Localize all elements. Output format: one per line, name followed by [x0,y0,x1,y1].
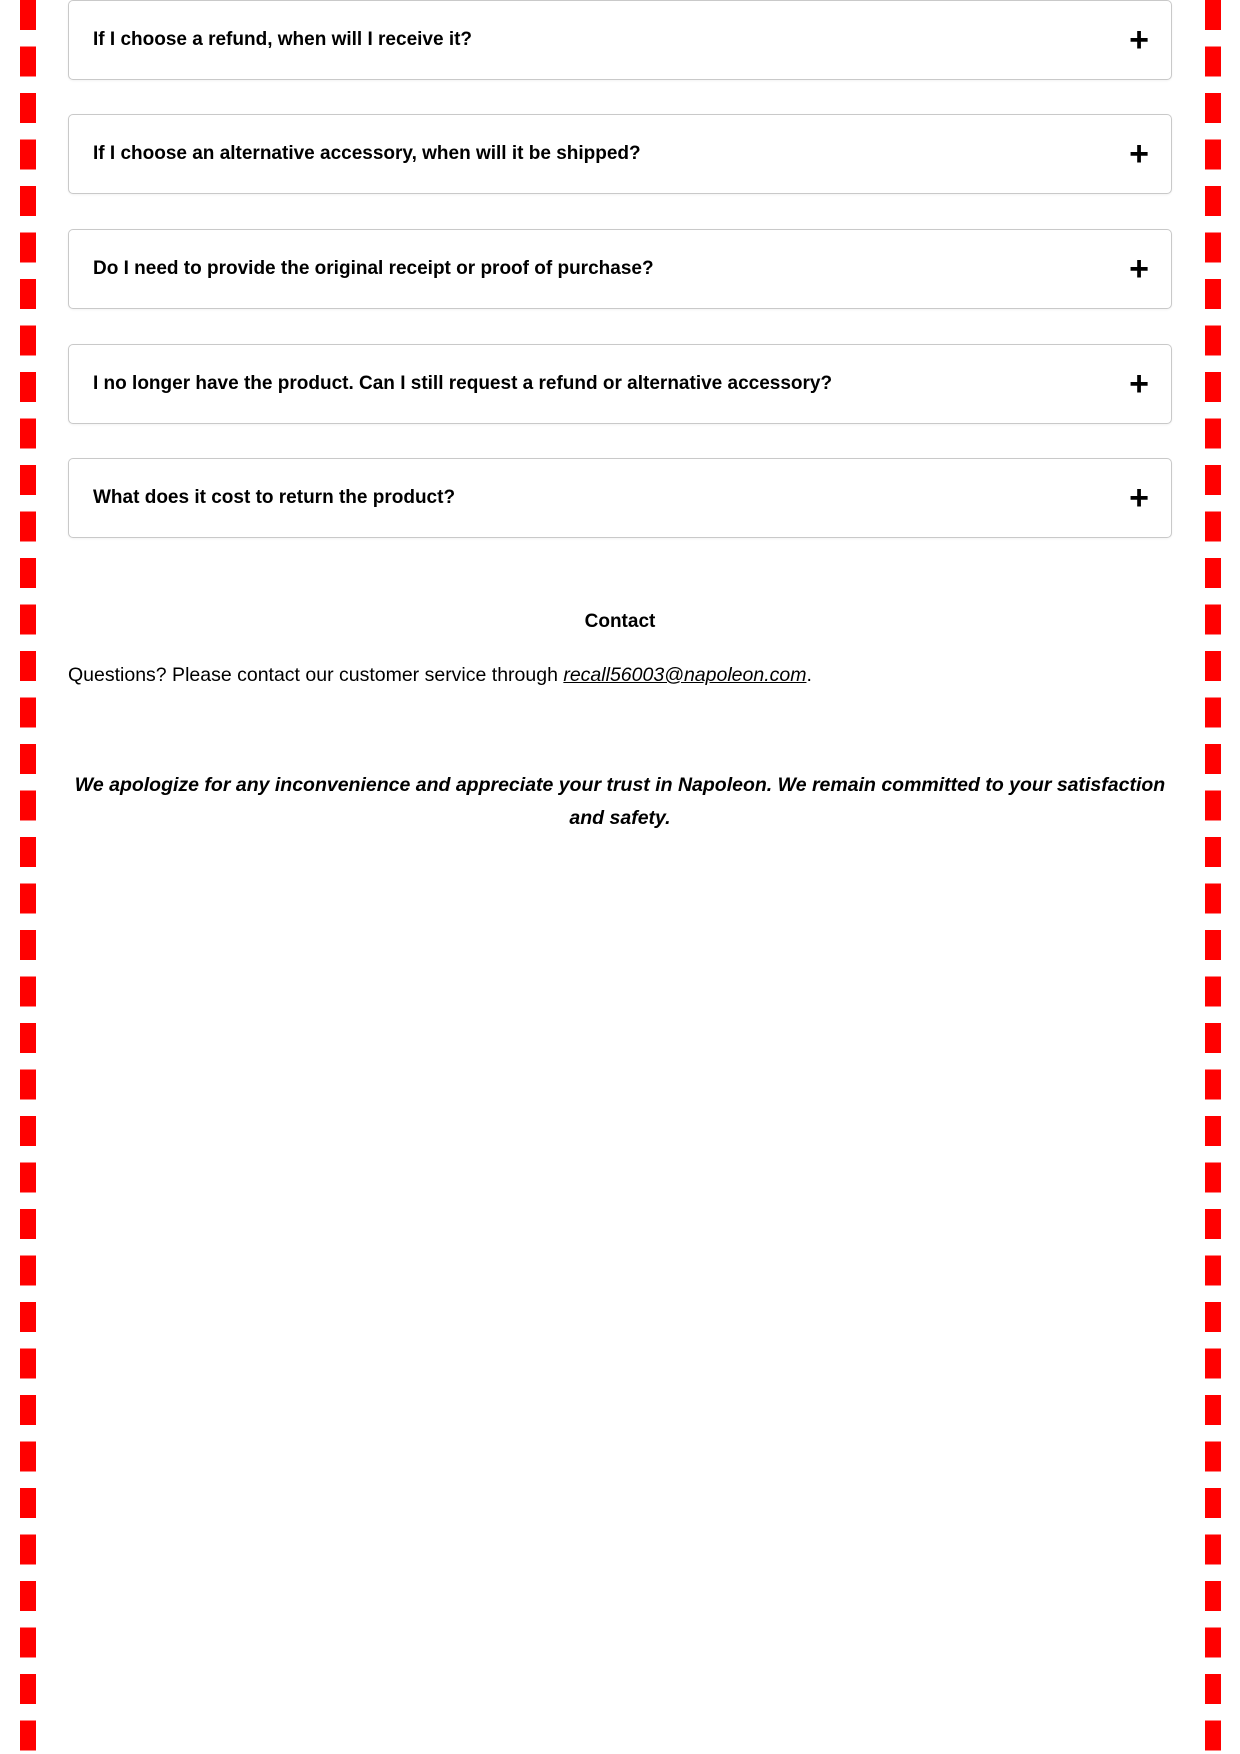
faq-question: Do I need to provide the original receipt or proof of purchase? [93,258,654,279]
faq-item-accessory-shipping[interactable] [68,114,1172,194]
faq-item-proof-of-purchase[interactable] [68,229,1172,309]
faq-question: If I choose an alternative accessory, when will it be shipped? [93,143,641,164]
right-dashed-border [1205,0,1221,1754]
faq-item-return-cost[interactable] [68,458,1172,538]
contact-heading: Contact [584,611,656,632]
plus-icon[interactable]: + [1129,21,1149,59]
left-dashed-border [20,0,36,1754]
plus-icon[interactable]: + [1129,479,1149,517]
closing-message: We apologize for any inconvenience and appreciate your trust in Napoleon. We remain committed to your satisfaction and safety. [74,774,1166,829]
faq-question: I no longer have the product. Can I still request a refund or alternative accessory? [93,373,833,394]
contact-text-before: Questions? Please contact our customer service through [68,664,564,686]
faq-question: What does it cost to return the product? [93,487,456,508]
contact-email-link[interactable]: recall56003@napoleon.com [563,664,807,686]
plus-icon[interactable]: + [1129,135,1149,173]
contact-text [68,664,812,687]
faq-question: If I choose a refund, when will I receive it? [93,29,473,50]
plus-icon[interactable]: + [1129,250,1149,288]
faq-item-refund-timing[interactable] [68,0,1172,80]
plus-icon[interactable]: + [1129,365,1149,403]
faq-item-no-product[interactable] [68,344,1172,424]
contact-text-after: . [806,664,812,686]
